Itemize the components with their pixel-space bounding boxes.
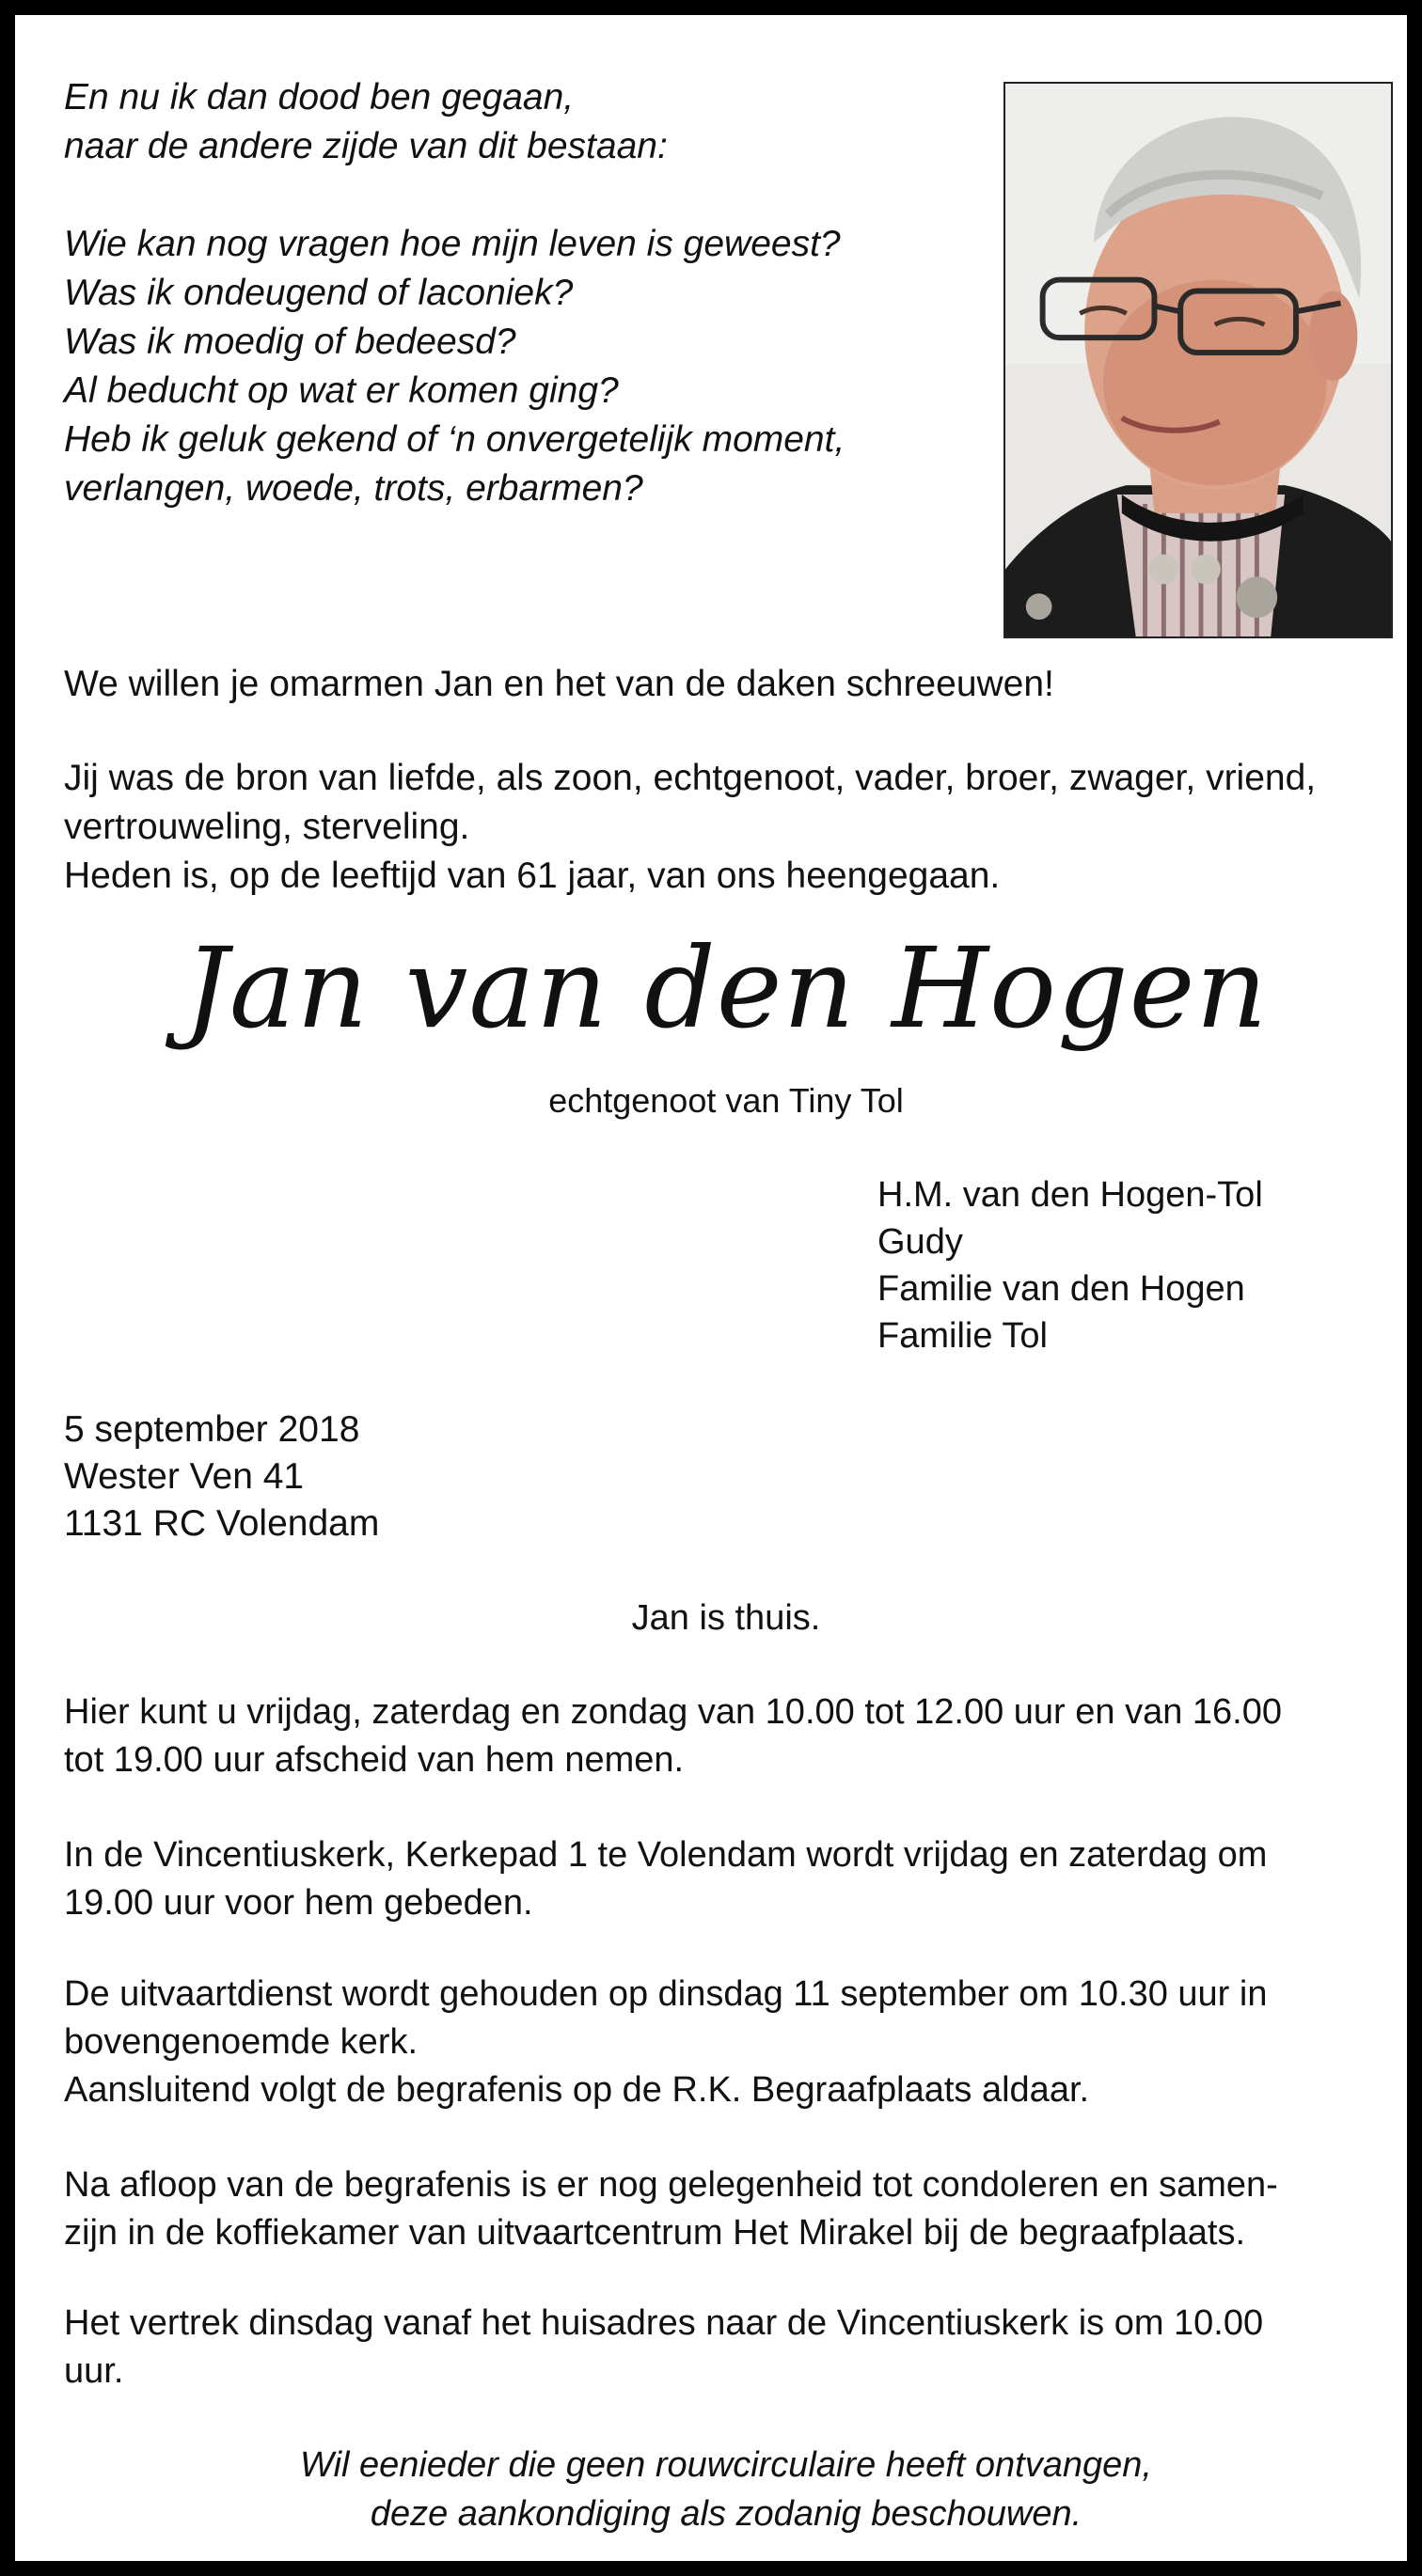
prayer-line: In de Vincentiuskerk, Kerkepad 1 te Volendam wordt vrijdag en zaterdag om — [64, 1835, 1268, 1875]
service-line: Aansluitend volgt de begrafenis op de R.K. Begraafplaats aldaar. — [64, 2070, 1090, 2110]
visiting-line: Hier kunt u vrijdag, zaterdag en zondag van 10.00 tot 12.00 uur en van 16.00 — [64, 1692, 1283, 1732]
departure-line: Het vertrek dinsdag vanaf het huisadres naar de Vincentiuskerk is om 10.00 — [64, 2303, 1264, 2343]
poem — [64, 73, 845, 513]
departure-line: uur. — [64, 2351, 124, 2391]
intro-line: Jij was de bron van liefde, als zoon, echtgenoot, vader, broer, zwager, vriend, — [64, 758, 1317, 798]
departure-paragraph — [64, 2300, 1263, 2395]
service-paragraph — [64, 1971, 1267, 2114]
intro-line: Heden is, op de leeftijd van 61 jaar, van ons heengegaan. — [64, 856, 1001, 896]
condolence-line: Na afloop van de begrafenis is er nog gelegenheid tot condoleren en samen- — [64, 2165, 1278, 2205]
address-block — [64, 1406, 379, 1547]
portrait-photo — [1003, 82, 1393, 638]
visiting-paragraph — [64, 1689, 1282, 1784]
address-city: 1131 RC Volendam — [64, 1503, 380, 1544]
deceased-name: Jan van den Hogen — [183, 923, 1269, 1053]
family-member: Familie Tol — [877, 1316, 1048, 1356]
prayer-paragraph — [64, 1831, 1267, 1927]
deceased-subtitle: echtgenoot van Tiny Tol — [548, 1081, 904, 1120]
intro-line: We willen je omarmen Jan en het van de daken schreeuwen! — [64, 664, 1054, 704]
address-date: 5 september 2018 — [64, 1409, 360, 1450]
closing-line: deze aankondiging als zodanig beschouwen. — [370, 2494, 1082, 2534]
poem-line: Was ik ondeugend of laconiek? — [64, 273, 574, 313]
poem-line: En nu ik dan dood ben gegaan, — [64, 77, 575, 118]
family-member: H.M. van den Hogen-Tol — [877, 1175, 1263, 1215]
family-member: Familie van den Hogen — [877, 1269, 1245, 1309]
family-member: Gudy — [877, 1222, 963, 1262]
intro-paragraph-2 — [64, 754, 1316, 901]
poem-line: Al beducht op wat er komen ging? — [64, 370, 619, 411]
poem-line: naar de andere zijde van dit bestaan: — [64, 126, 668, 166]
at-home-note: Jan is thuis. — [631, 1598, 821, 1638]
service-line: De uitvaartdienst wordt gehouden op dinsdag 11 september om 10.30 uur in — [64, 1974, 1268, 2014]
intro-line: vertrouweling, sterveling. — [64, 807, 470, 847]
poem-gap — [64, 171, 845, 220]
condolence-line: zijn in de koffiekamer van uitvaartcentrum Het Mirakel bij de begraafplaats. — [64, 2213, 1246, 2253]
poem-line: Was ik moedig of bedeesd? — [64, 322, 516, 362]
visiting-line: tot 19.00 uur afscheid van hem nemen. — [64, 1740, 685, 1780]
closing-line: Wil eenieder die geen rouwcirculaire heeft ontvangen, — [300, 2445, 1152, 2485]
poem-line: Wie kan nog vragen hoe mijn leven is geweest? — [64, 224, 841, 264]
condolence-paragraph — [64, 2161, 1278, 2257]
closing-note — [15, 2441, 1422, 2538]
address-street: Wester Ven 41 — [64, 1456, 305, 1497]
poem-line: verlangen, woede, trots, erbarmen? — [64, 468, 643, 509]
service-line: bovengenoemde kerk. — [64, 2022, 419, 2062]
family-list — [877, 1171, 1263, 1359]
intro-paragraph-1 — [64, 660, 1054, 709]
poem-line: Heb ik geluk gekend of ‘n onvergetelijk moment, — [64, 419, 845, 460]
prayer-line: 19.00 uur voor hem gebeden. — [64, 1883, 533, 1923]
